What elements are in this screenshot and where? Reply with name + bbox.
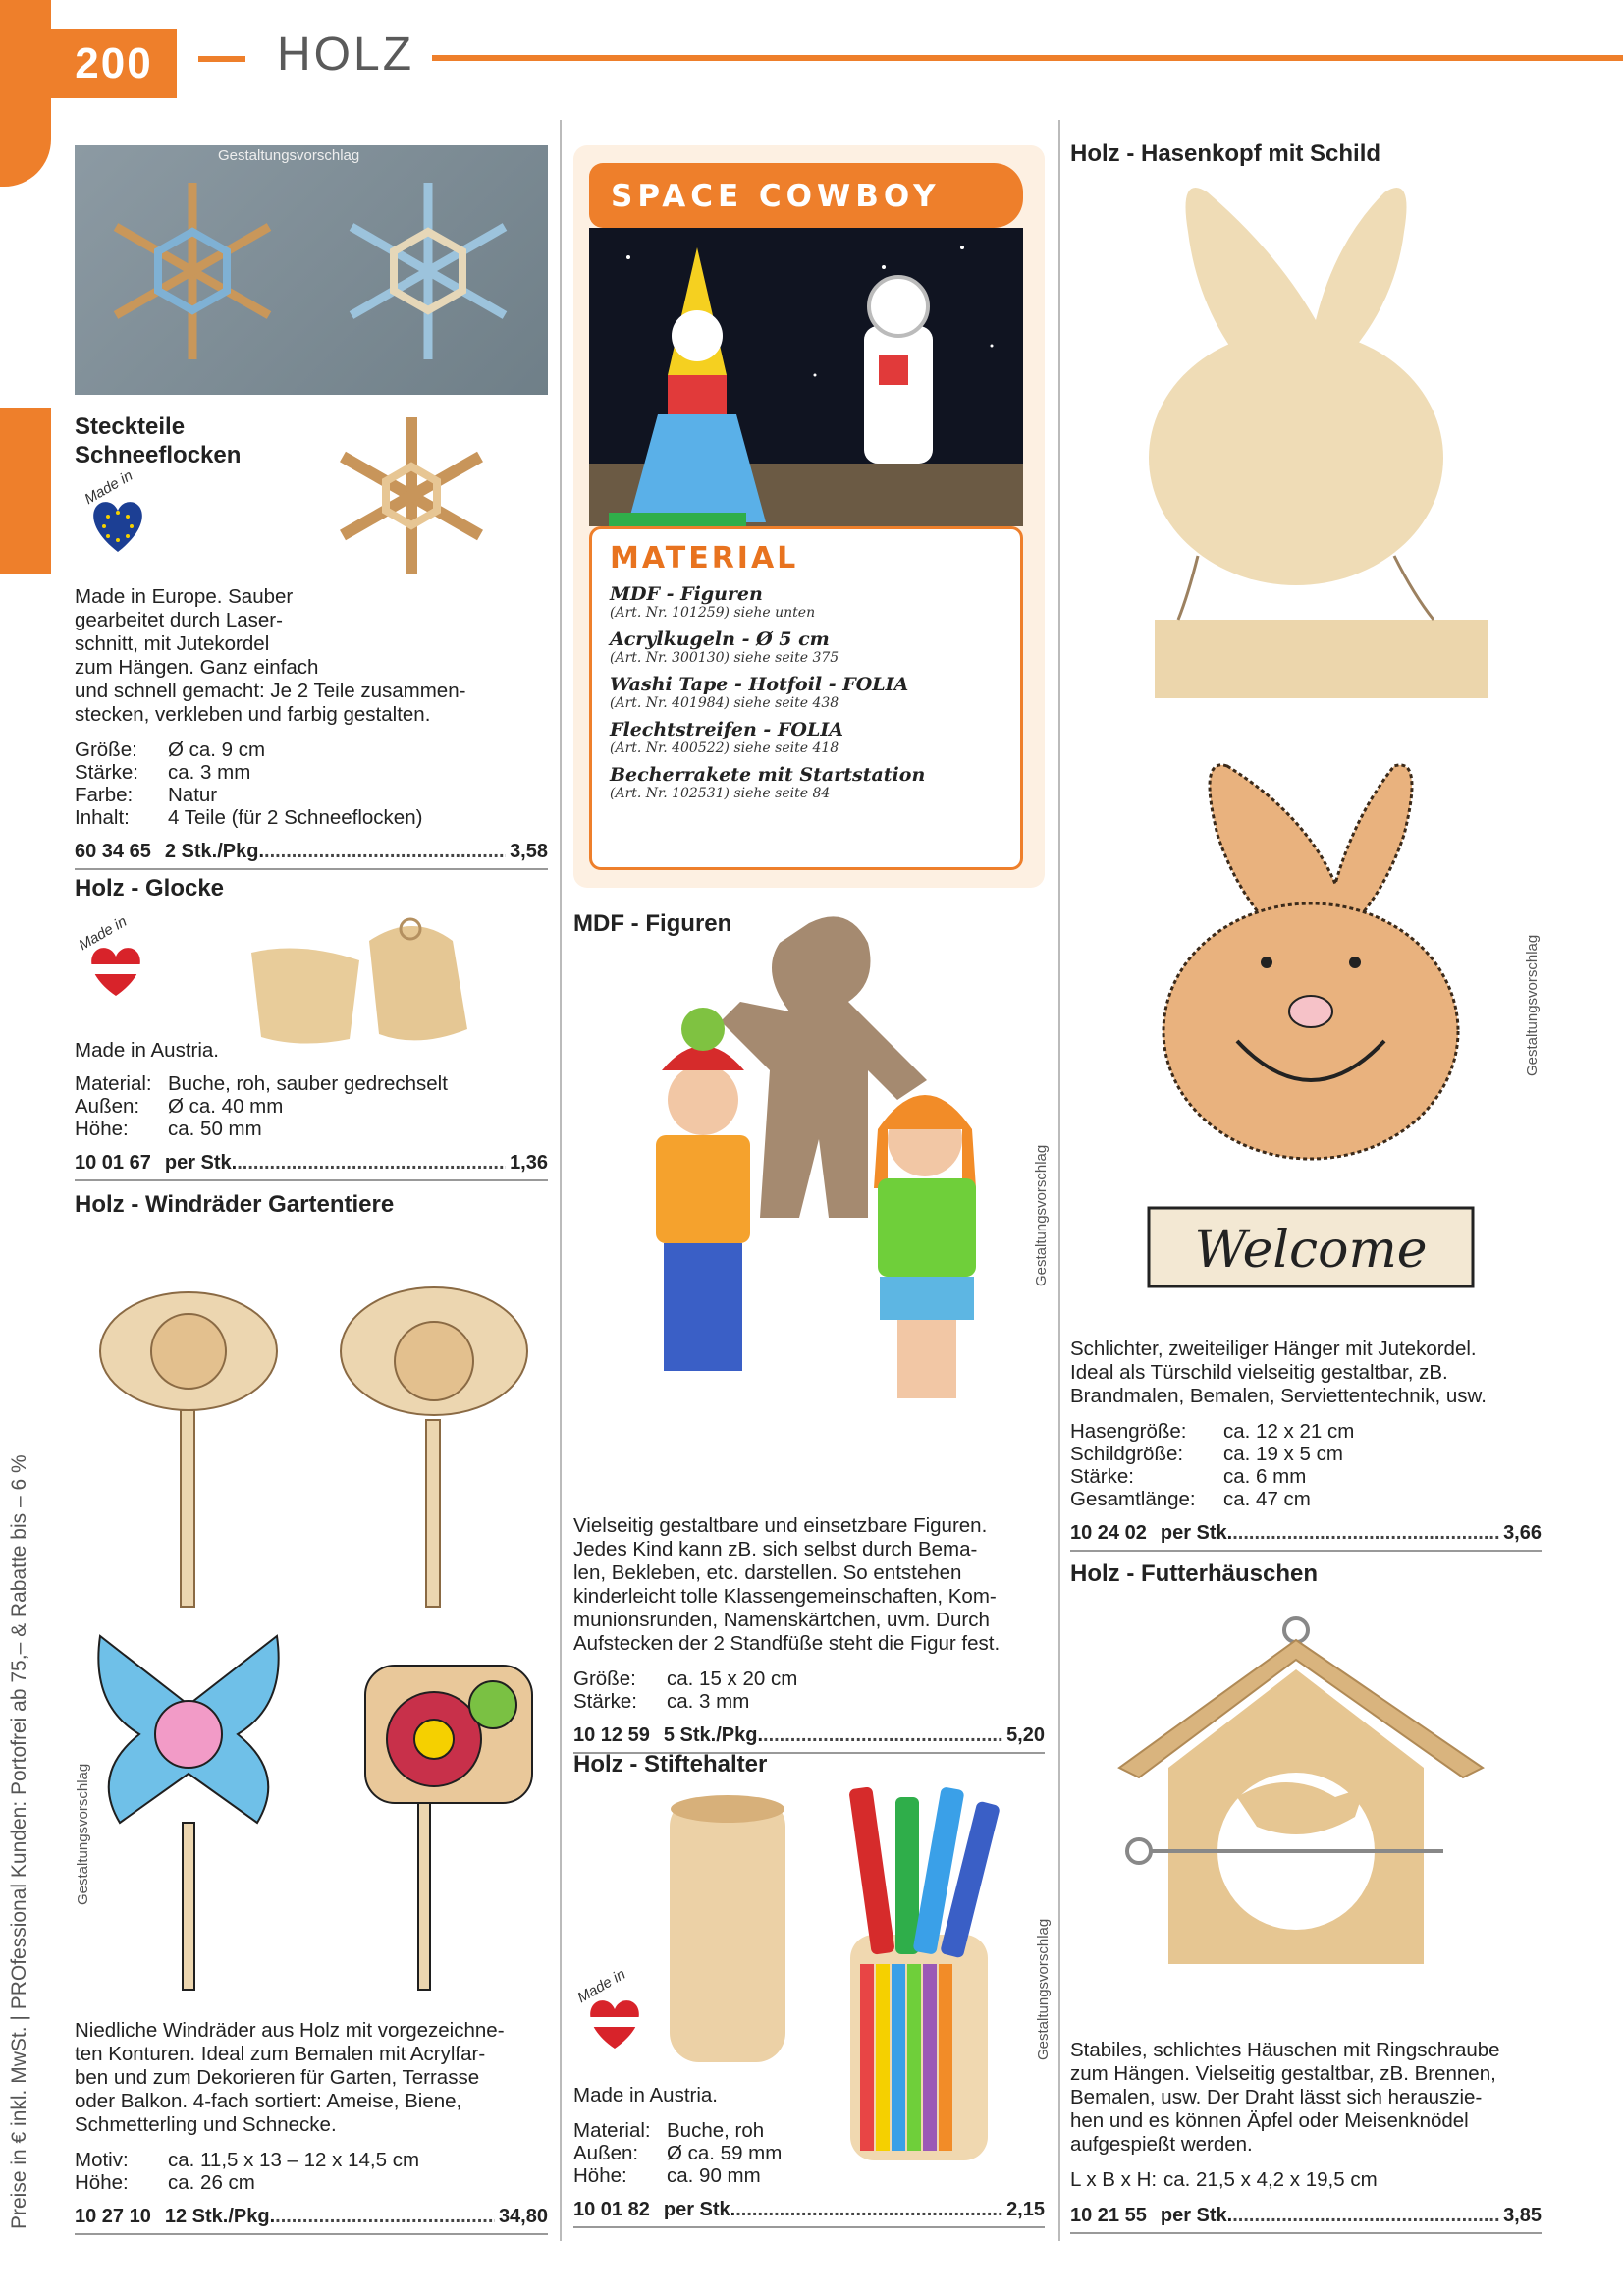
made-in-label: Made in bbox=[574, 1965, 629, 2007]
pack-unit: per Stk. bbox=[1160, 2205, 1233, 2226]
made-in-austria-badge bbox=[574, 1965, 654, 2052]
leader-dots bbox=[1232, 1522, 1499, 1545]
product-title: Holz - Windräder Gartentiere bbox=[75, 1191, 395, 1218]
price: 3,66 bbox=[1503, 1522, 1542, 1544]
price: 34,80 bbox=[498, 2206, 548, 2227]
product-title: Steckteile bbox=[75, 413, 186, 440]
suggestion-label: Gestaltungsvorschlag bbox=[75, 1763, 91, 1905]
spec-value: ca. 15 x 20 cm bbox=[667, 1667, 798, 1690]
desc-line: Vielseitig gestaltbare und einsetzbare Figuren. bbox=[573, 1514, 988, 1537]
material-item-name: MDF - Figuren bbox=[610, 583, 763, 605]
article-number: 10 21 55 bbox=[1070, 2205, 1147, 2226]
material-item-ref: (Art. Nr. 300130) siehe seite 375 bbox=[610, 650, 839, 666]
spec-value: ca. 3 mm bbox=[667, 1690, 750, 1713]
space-cowboy-banner: SPACE COWBOY bbox=[589, 163, 1023, 228]
material-item-ref: (Art. Nr. 102531) siehe seite 84 bbox=[610, 786, 831, 801]
garden-windmills-image bbox=[81, 1243, 548, 1999]
spec-value: ca. 26 cm bbox=[168, 2171, 255, 2194]
desc-line: aufgespießt werden. bbox=[1070, 2133, 1253, 2156]
spec-value: Ø ca. 40 mm bbox=[168, 1095, 284, 1118]
made-in-austria-badge bbox=[76, 912, 155, 1000]
spec-label: Stärke: bbox=[75, 761, 138, 784]
spec-label: Motiv: bbox=[75, 2149, 129, 2171]
desc-line: Ideal als Türschild vielseitig gestaltbar, zB. bbox=[1070, 1361, 1448, 1384]
spec-label: L x B x H: bbox=[1070, 2168, 1158, 2191]
material-title: MATERIAL bbox=[610, 541, 799, 575]
desc-line: Stabiles, schlichtes Häuschen mit Ringschraube bbox=[1070, 2039, 1500, 2061]
ant-windmill bbox=[100, 1292, 277, 1607]
spec-value: ca. 47 cm bbox=[1223, 1488, 1311, 1510]
desc-line: Schlichter, zweiteiliger Hänger mit Jutekordel. bbox=[1070, 1338, 1477, 1360]
snail-windmill bbox=[365, 1666, 532, 1990]
desc-line: Schmetterling und Schnecke. bbox=[75, 2113, 337, 2136]
butterfly-windmill bbox=[98, 1636, 278, 1990]
page-number: 200 bbox=[51, 29, 177, 98]
spec-table bbox=[1070, 2168, 1542, 2191]
spec-label: Außen: bbox=[75, 1095, 140, 1118]
spec-label: Material: bbox=[75, 1072, 152, 1095]
header-rule bbox=[432, 55, 1623, 61]
article-number: 10 27 10 bbox=[75, 2206, 151, 2227]
price-row bbox=[75, 2206, 548, 2235]
desc-line: kinderleicht tolle Klassengemeinschaften, Kom- bbox=[573, 1585, 997, 1608]
section-title: HOLZ bbox=[277, 28, 415, 81]
spec-label: Stärke: bbox=[573, 1690, 637, 1713]
material-box bbox=[589, 526, 1023, 870]
spec-value: ca. 12 x 21 cm bbox=[1223, 1420, 1355, 1443]
desc-line: gearbeitet durch Laser- bbox=[75, 609, 283, 631]
boy-figure bbox=[656, 1008, 750, 1371]
spec-value: ca. 90 mm bbox=[667, 2164, 761, 2187]
price: 3,58 bbox=[510, 841, 548, 862]
price: 5,20 bbox=[1006, 1724, 1045, 1746]
material-item-name: Acrylkugeln - Ø 5 cm bbox=[610, 629, 830, 650]
made-in-europe-badge bbox=[81, 466, 153, 558]
price: 2,15 bbox=[1006, 2199, 1045, 2220]
price: 3,85 bbox=[1503, 2205, 1542, 2226]
desc-line: munionsrunden, Namenskärtchen, uvm. Durch bbox=[573, 1609, 990, 1631]
spec-label: Material: bbox=[573, 2119, 651, 2142]
desc-line: hen und es können Äpfel oder Meisenknödel bbox=[1070, 2109, 1469, 2132]
spec-value: Natur bbox=[168, 784, 218, 806]
desc-line: Brandmalen, Bemalen, Serviettentechnik, usw. bbox=[1070, 1385, 1487, 1407]
desc-line: zum Hängen. Vielseitig gestaltbar, zB. Brennen, bbox=[1070, 2062, 1496, 2085]
spec-label: Außen: bbox=[573, 2142, 639, 2164]
column-divider bbox=[1058, 120, 1060, 2241]
pack-unit: 12 Stk./Pkg. bbox=[164, 2206, 276, 2227]
spec-value: Ø ca. 59 mm bbox=[667, 2142, 783, 2164]
product-intro: Made in Austria. bbox=[573, 2084, 718, 2106]
made-in-label: Made in bbox=[76, 912, 131, 955]
desc-line: ben und zum Dekorieren für Garten, Terrasse bbox=[75, 2066, 480, 2089]
price-row bbox=[75, 841, 548, 870]
windmill-details bbox=[75, 2019, 548, 2235]
desc-line: oder Balkon. 4-fach sortiert: Ameise, Biene, bbox=[75, 2090, 462, 2112]
suggestion-label: Gestaltungsvorschlag bbox=[1033, 1144, 1050, 1286]
product-rabbit-sign bbox=[1070, 139, 1542, 168]
product-bird-feeder bbox=[1070, 1559, 1542, 1588]
desc-line: Niedliche Windräder aus Holz mit vorgezeichne- bbox=[75, 2019, 505, 2042]
spec-label: Schildgröße: bbox=[1070, 1443, 1184, 1465]
spec-value: Buche, roh bbox=[667, 2119, 765, 2142]
side-tab bbox=[0, 408, 51, 574]
price-row bbox=[1070, 2205, 1542, 2234]
spec-value: ca. 11,5 x 13 – 12 x 14,5 cm bbox=[168, 2149, 420, 2171]
spec-label: Höhe: bbox=[75, 1118, 129, 1140]
snowflake-description bbox=[75, 585, 369, 680]
desc-line: und schnell gemacht: Je 2 Teile zusammen- bbox=[75, 680, 466, 702]
product-title: Holz - Stiftehalter bbox=[573, 1751, 768, 1777]
price-row bbox=[75, 1152, 548, 1181]
product-windmills bbox=[75, 1190, 548, 1219]
header-dash bbox=[198, 56, 245, 62]
spec-value: Buche, roh, sauber gedrechselt bbox=[168, 1072, 448, 1095]
bell-image bbox=[242, 902, 477, 1049]
material-item-name: Becherrakete mit Startstation bbox=[610, 764, 926, 786]
spec-label: Höhe: bbox=[573, 2164, 627, 2187]
product-title: Holz - Glocke bbox=[75, 875, 225, 902]
leader-dots bbox=[237, 1152, 506, 1175]
mdf-details bbox=[573, 1514, 1045, 1754]
page-corner-tab bbox=[0, 0, 51, 187]
price-note: Preise in € inkl. MwSt. | PROfessional Kunden: Portofrei ab 75,– & Rabatte bis – 6 % bbox=[8, 1454, 30, 2229]
spec-label: Inhalt: bbox=[75, 806, 130, 829]
spec-label: Stärke: bbox=[1070, 1465, 1134, 1488]
space-cowboy-photo bbox=[589, 228, 1023, 526]
material-item-ref: (Art. Nr. 401984) siehe seite 438 bbox=[610, 695, 839, 711]
rabbit-sign-details bbox=[1070, 1338, 1542, 1552]
spec-label: Gesamtlänge: bbox=[1070, 1488, 1196, 1510]
spec-table bbox=[573, 2119, 819, 2187]
suggestion-label: Gestaltungsvorschlag bbox=[218, 147, 360, 164]
pack-unit: per Stk. bbox=[1160, 1522, 1233, 1544]
material-item-name: Flechtstreifen - FOLIA bbox=[610, 719, 843, 740]
spec-value: Ø ca. 9 cm bbox=[168, 738, 266, 761]
article-number: 10 24 02 bbox=[1070, 1522, 1147, 1544]
price-row bbox=[1070, 1522, 1542, 1552]
spec-value: ca. 3 mm bbox=[168, 761, 251, 784]
material-item-ref: (Art. Nr. 400522) siehe seite 418 bbox=[610, 740, 839, 756]
spec-table bbox=[75, 738, 548, 829]
product-title: Schneeflocken bbox=[75, 442, 242, 468]
snowflake-pair-image bbox=[75, 145, 548, 395]
leader-dots bbox=[264, 841, 506, 863]
product-intro: Made in Austria. bbox=[75, 1039, 219, 1062]
desc-line: schnitt, mit Jutekordel bbox=[75, 632, 270, 655]
spec-label: Hasengröße: bbox=[1070, 1420, 1187, 1443]
spec-label: Höhe: bbox=[75, 2171, 129, 2194]
snowflake-image bbox=[328, 412, 495, 579]
article-number: 10 12 59 bbox=[573, 1724, 650, 1746]
girl-figure bbox=[874, 1095, 976, 1398]
spec-value: ca. 50 mm bbox=[168, 1118, 262, 1140]
desc-line: len, Bekleben, etc. darstellen. So entstehen bbox=[573, 1561, 962, 1584]
pack-unit: per Stk. bbox=[164, 1152, 238, 1174]
product-title: MDF - Figuren bbox=[573, 910, 732, 937]
suggestion-label: Gestaltungsvorschlag bbox=[1524, 934, 1541, 1076]
bee-windmill bbox=[341, 1287, 527, 1607]
bell-details bbox=[75, 1039, 548, 1181]
leader-dots bbox=[735, 2199, 1002, 2221]
leader-dots bbox=[763, 1724, 1002, 1747]
desc-line: stecken, verkleben und farbig gestalten. bbox=[75, 703, 431, 726]
snowflake-photo bbox=[75, 145, 548, 395]
spec-label: Farbe: bbox=[75, 784, 134, 806]
rabbit-sign-plain-image bbox=[1139, 173, 1492, 703]
rabbit-sign-painted-image bbox=[1139, 746, 1483, 1296]
bird-feeder-image bbox=[1109, 1611, 1522, 2003]
material-item-ref: (Art. Nr. 101259) siehe unten bbox=[610, 605, 816, 621]
product-title: Holz - Hasenkopf mit Schild bbox=[1070, 140, 1381, 167]
spec-table bbox=[573, 1667, 1045, 1713]
spec-value: ca. 19 x 5 cm bbox=[1223, 1443, 1343, 1465]
price-row bbox=[573, 2199, 1045, 2228]
price: 1,36 bbox=[510, 1152, 548, 1174]
desc-line: ten Konturen. Ideal zum Bemalen mit Acrylfar- bbox=[75, 2043, 486, 2065]
spec-table bbox=[1070, 1420, 1542, 1510]
desc-line: Jedes Kind kann zB. sich selbst durch Bema- bbox=[573, 1538, 978, 1560]
column-divider bbox=[560, 120, 562, 2241]
made-in-label: Made in bbox=[81, 466, 136, 509]
leader-dots bbox=[1232, 2205, 1499, 2227]
material-item-name: Washi Tape - Hotfoil - FOLIA bbox=[610, 674, 909, 695]
suggestion-label: Gestaltungsvorschlag bbox=[1035, 1918, 1052, 2060]
product-pen-holder bbox=[573, 1750, 1045, 1778]
spec-table bbox=[75, 1072, 548, 1140]
spec-label: Größe: bbox=[573, 1667, 636, 1690]
mdf-figures-image bbox=[573, 903, 1045, 1493]
desc-line: zum Hängen. Ganz einfach bbox=[75, 656, 319, 679]
pack-unit: 5 Stk./Pkg. bbox=[663, 1724, 764, 1746]
spec-value: ca. 21,5 x 4,2 x 19,5 cm bbox=[1163, 2168, 1378, 2191]
welcome-text: Welcome bbox=[1194, 1221, 1428, 1280]
product-title: Holz - Futterhäuschen bbox=[1070, 1560, 1319, 1587]
desc-line: Bemalen, usw. Der Draht lässt sich herauszie- bbox=[1070, 2086, 1483, 2108]
article-number: 60 34 65 bbox=[75, 841, 151, 862]
article-number: 10 01 67 bbox=[75, 1152, 151, 1174]
spec-table bbox=[75, 2149, 548, 2194]
pack-unit: per Stk. bbox=[663, 2199, 736, 2220]
desc-line: Aufstecken der 2 Standfüße steht die Figur fest. bbox=[573, 1632, 1001, 1655]
bird-feeder-details bbox=[1070, 2039, 1542, 2234]
article-number: 10 01 82 bbox=[573, 2199, 650, 2220]
product-bell bbox=[75, 874, 548, 902]
spec-value: ca. 6 mm bbox=[1223, 1465, 1307, 1488]
pack-unit: 2 Stk./Pkg. bbox=[164, 841, 265, 862]
pen-holder-details bbox=[573, 2084, 1045, 2228]
desc-line: Made in Europe. Sauber bbox=[75, 585, 294, 608]
snowflake-description-cont bbox=[75, 680, 548, 870]
spec-value: 4 Teile (für 2 Schneeflocken) bbox=[168, 806, 423, 829]
leader-dots bbox=[275, 2206, 495, 2228]
spec-label: Größe: bbox=[75, 738, 137, 761]
